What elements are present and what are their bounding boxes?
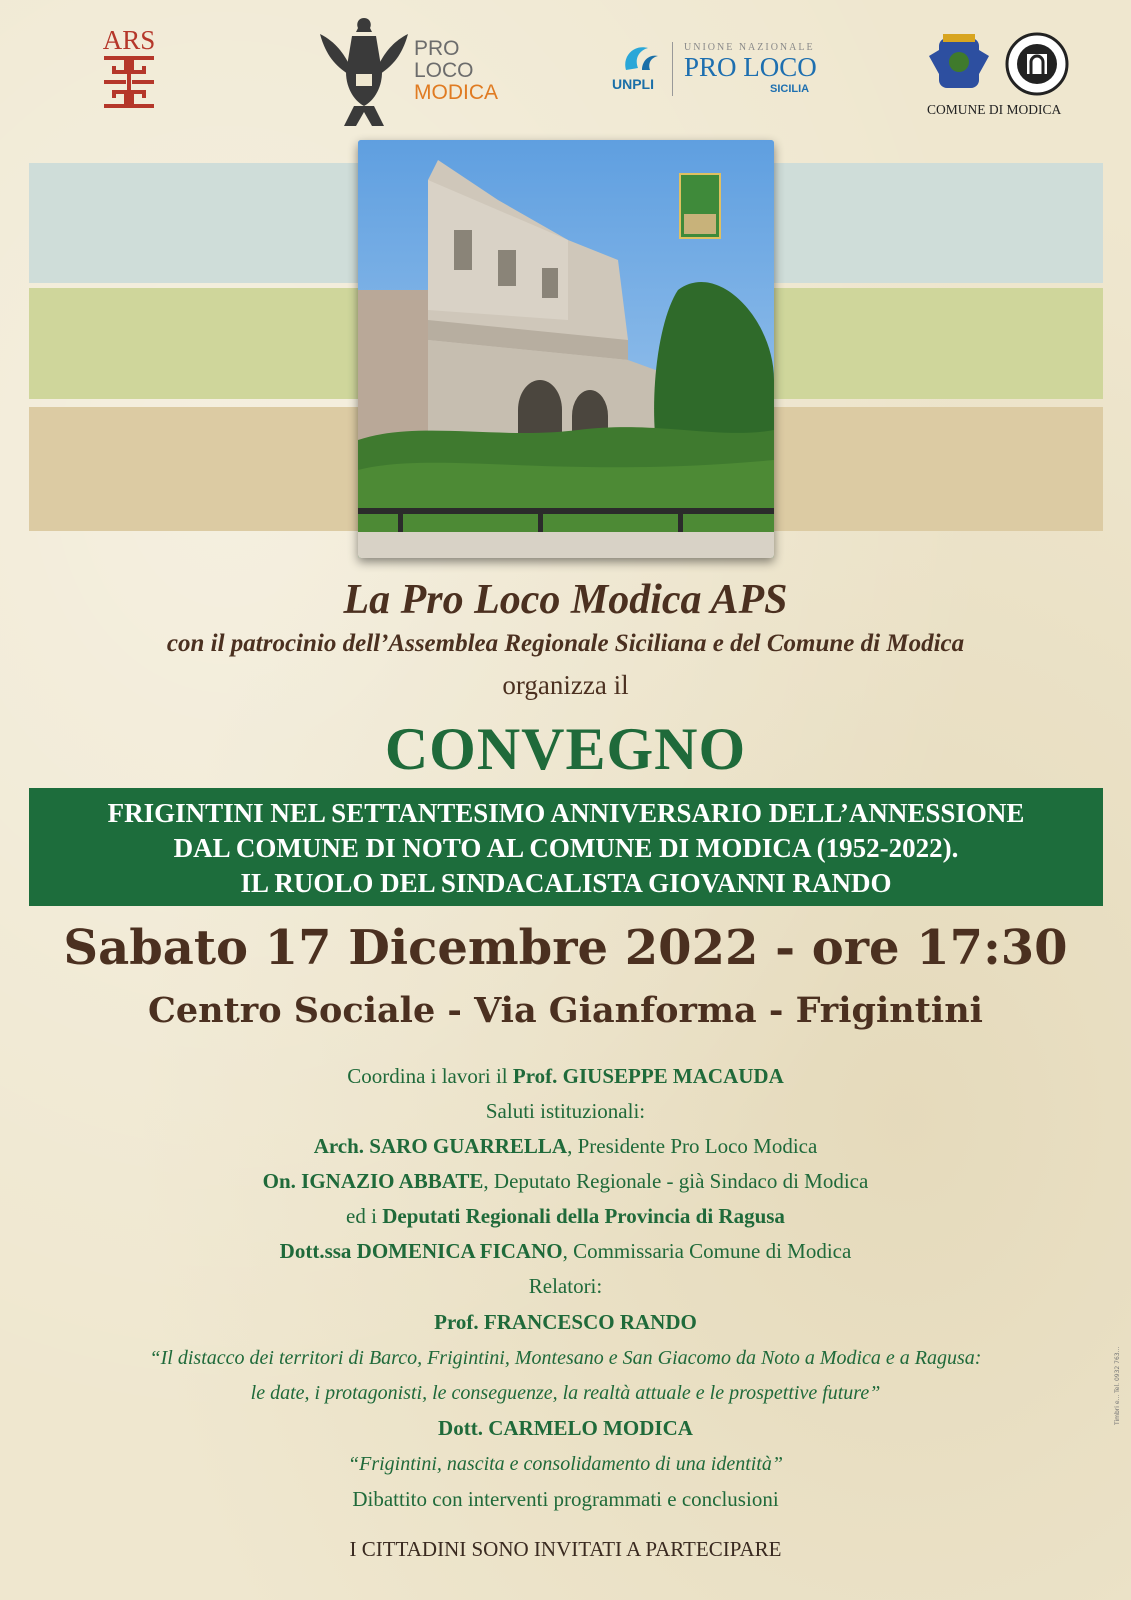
organizer-title: La Pro Loco Modica APS [343,577,788,623]
unpli-swirl-icon [620,42,660,74]
coordina-prefix: Coordina i lavori il [347,1064,513,1088]
relatori-line: Relatori: [528,1274,603,1298]
villa-photo [358,140,774,558]
modica-name: Dott. CARMELO MODICA [438,1416,693,1440]
rando-name: Prof. FRANCESCO RANDO [434,1310,697,1334]
organizza-line: organizza il [502,670,629,700]
ars-logo [98,26,160,114]
rando-talk-line-1 [0,1345,1131,1371]
logo-pro: PRO [414,37,460,60]
saluti-line: Saluti istituzionali: [485,1099,646,1123]
unpli-separator [672,42,673,96]
rando-line [0,1309,1131,1335]
ficano-name: Dott.ssa DOMENICA FICANO [279,1239,563,1263]
ars-logo-text: ARS [102,25,156,55]
deputati-name: Deputati Regionali della Provincia di Ragusa [382,1204,785,1228]
unpli-region: SICILIA [770,83,810,95]
ars-emblem-icon [100,54,158,110]
modica-talk-line [0,1451,1131,1477]
modica-line [0,1415,1131,1441]
rando-talk-1: “Il distacco dei territori di Barco, Frigintini, Montesano e San Giacomo da Noto a Modica e a Ragusa: [149,1347,982,1369]
coordina-name: Prof. GIUSEPPE MACAUDA [512,1064,784,1088]
invito-line: I CITTADINI SONO INVITATI A PARTECIPARE [349,1537,782,1561]
comune-label: COMUNE DI MODICA [927,102,1062,117]
deputati-prefix: ed i [346,1204,383,1228]
abbate-name: On. IGNAZIO ABBATE [262,1169,484,1193]
ficano-role: , Commissaria Comune di Modica [562,1239,852,1263]
guarrella-name: Arch. SARO GUARRELLA [313,1134,568,1158]
deputati-line [0,1203,1131,1229]
pro-loco-modica-logo [318,14,518,132]
logo-modica: MODICA [414,81,498,104]
rando-talk-line-2 [0,1380,1131,1406]
building-photo-illustration [358,140,774,558]
guarrella-role: , Presidente Pro Loco Modica [567,1134,818,1158]
unpli-main: PRO LOCO [684,52,817,82]
rando-talk-2: le date, i protagonisti, le conseguenze, la realtà attuale e le prospettive future” [250,1382,881,1404]
coordina-line [0,1063,1131,1089]
abbate-role: , Deputato Regionale - già Sindaco di Modica [483,1169,869,1193]
subtitle-box [29,788,1103,906]
comune-crest-icon [925,30,1075,102]
modica-talk: “Frigintini, nascita e consolidamento di una identità” [348,1453,783,1475]
comune-logo [925,30,1085,125]
unpli-top: UNIONE NAZIONALE [684,42,815,53]
subtitle-line-3: IL RUOLO DEL SINDACALISTA GIOVANNI RANDO [240,868,892,898]
dibattito-line: Dibattito con interventi programmati e conclusioni [352,1487,779,1511]
patronage-line: con il patrocinio dell’Assemblea Regionale Siciliana e del Comune di Modica [166,630,965,657]
logo-loco: LOCO [414,59,474,82]
subtitle-line-2: DAL COMUNE DI NOTO AL COMUNE DI MODICA (1952-2022). [173,833,959,863]
subtitle-line-1: FRIGINTINI NEL SETTANTESIMO ANNIVERSARIO DELL’ANNESSIONE [107,798,1025,828]
pro-loco-modica-text [414,38,498,104]
ficano-line [0,1238,1131,1264]
abbate-line [0,1168,1131,1194]
eagle-icon [318,14,410,130]
event-title: CONVEGNO [384,716,747,782]
guarrella-line [0,1133,1131,1159]
unpli-short: UNPLI [612,76,654,92]
printer-note: Timbri e... Tel. 0932 763... [1114,1346,1121,1425]
event-date: Sabato 17 Dicembre 2022 - ore 17:30 [63,920,1068,976]
unpli-logo [612,40,832,100]
event-location: Centro Sociale - Via Gianforma - Frigintini [148,990,983,1031]
